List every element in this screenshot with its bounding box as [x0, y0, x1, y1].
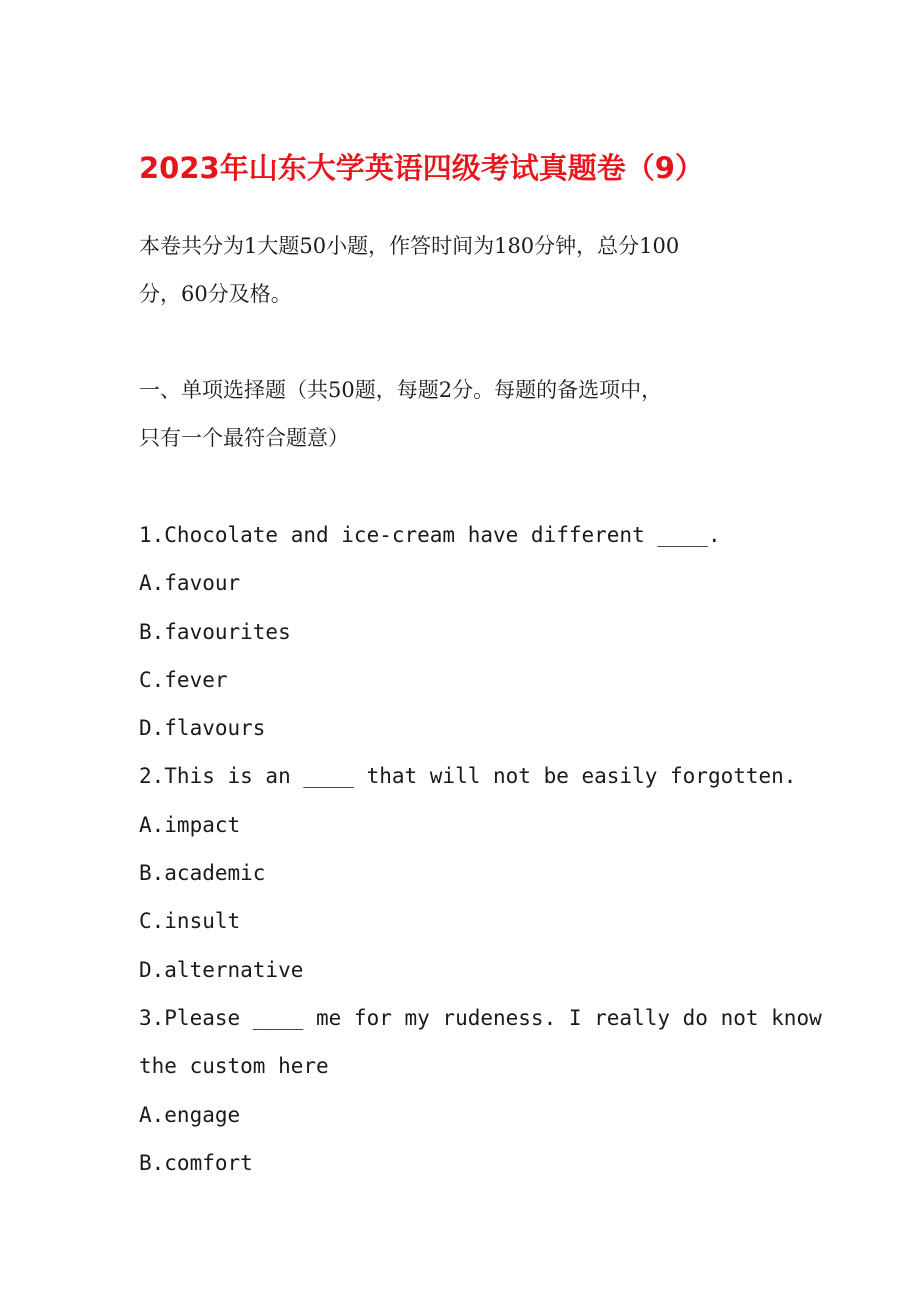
section-heading: [139, 366, 789, 462]
answer-option: A.favour: [139, 571, 241, 596]
section-line: 一、单项选择题（共50题，每题2分。每题的备选项中，: [139, 378, 663, 402]
question-stem: 2.This is an ____ that will not be easily forgotten.: [139, 764, 797, 789]
question-stem: 3.Please ____ me for my rudeness. I really do not know: [139, 1005, 822, 1030]
intro-line: 本卷共分为1大题50小题，作答时间为180分钟，总分100: [139, 234, 680, 258]
answer-option: A.engage: [139, 1102, 241, 1127]
exam-intro: [139, 222, 789, 318]
answer-option: C.fever: [139, 667, 228, 692]
document-title: 2023年山东大学英语四级考试真题卷（9）: [139, 151, 704, 185]
section-line: 只有一个最符合题意）: [139, 426, 349, 450]
intro-line: 分，60分及格。: [139, 282, 292, 306]
answer-option: B.academic: [139, 861, 266, 886]
answer-option: B.comfort: [139, 1150, 253, 1175]
question-1: [139, 511, 799, 752]
answer-option: D.flavours: [139, 716, 266, 741]
question-list: [139, 511, 822, 1187]
answer-option: B.favourites: [139, 619, 291, 644]
answer-option: A.impact: [139, 812, 241, 837]
answer-option: C.insult: [139, 909, 241, 934]
question-stem: 1.Chocolate and ice-cream have different ____.: [139, 523, 721, 547]
question-2: [139, 752, 799, 993]
question-3: [139, 994, 822, 1187]
answer-option: D.alternative: [139, 957, 304, 982]
question-stem-continued: the custom here: [139, 1054, 329, 1079]
